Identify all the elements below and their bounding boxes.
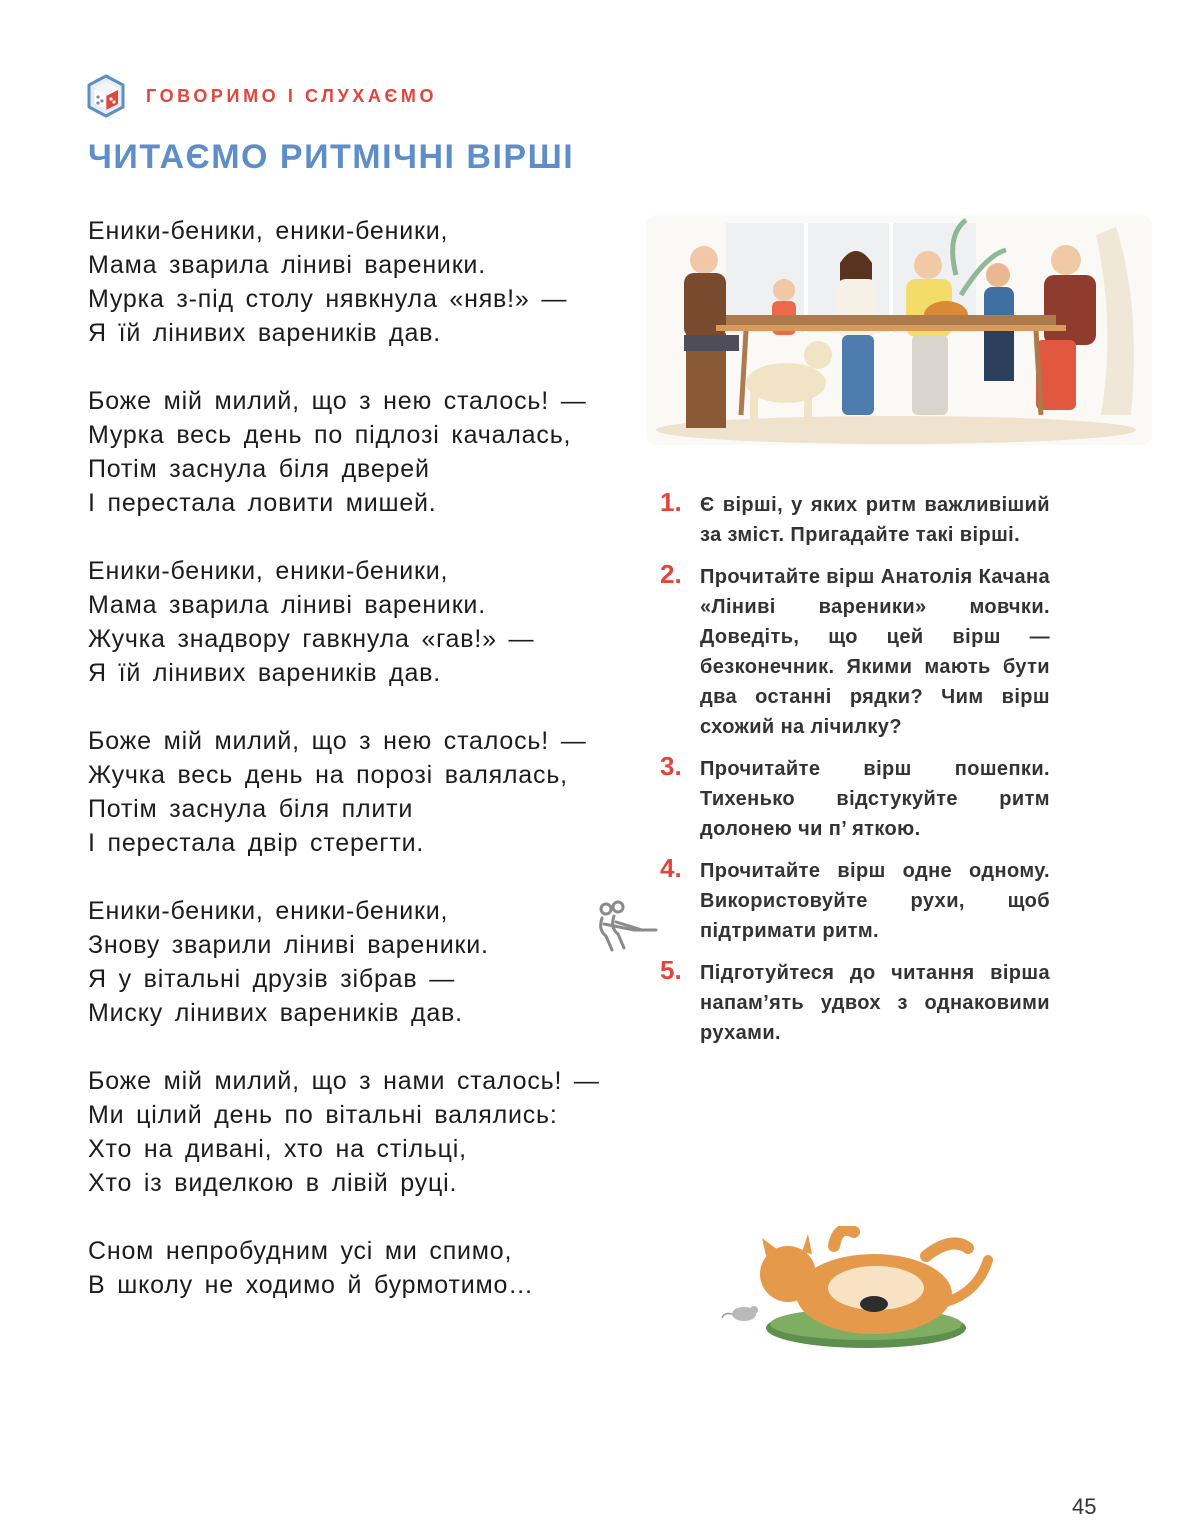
poem-line: Знову зварили ліниві вареники. xyxy=(88,931,489,959)
poem-line: Боже мій милий, що з нами сталось! — xyxy=(88,1067,600,1095)
task-number: 4. xyxy=(660,853,682,883)
poem-line: Мама зварила ліниві вареники. xyxy=(88,591,486,619)
poem-stanza xyxy=(88,1234,648,1302)
poem-line: Потім заснула біля плити xyxy=(88,795,414,823)
poem-line: Я їй лінивих вареників дав. xyxy=(88,659,441,687)
section-header xyxy=(86,74,437,118)
poem-line: Ми цілий день по вітальні валялись: xyxy=(88,1101,558,1129)
dice-icon xyxy=(86,74,126,118)
poem-line: І перестала ловити мишей. xyxy=(88,489,437,517)
poem-line: Я у вітальні друзів зібрав — xyxy=(88,965,455,993)
poem-line: Еники-беники, еники-беники, xyxy=(88,217,449,245)
poem-line: Еники-беники, еники-беники, xyxy=(88,557,449,585)
poem-line: Мама зварила ліниві вареники. xyxy=(88,251,486,279)
task-text: Підготуйтеся до читання вірша напам’ять удвох з однаковими рухами. xyxy=(700,962,1050,1044)
page-title: ЧИТАЄМО РИТМІЧНІ ВІРШІ xyxy=(88,138,575,176)
poem-line: Боже мій милий, що з нею сталось! — xyxy=(88,387,587,415)
task-number: 3. xyxy=(660,751,682,781)
poem-stanza xyxy=(88,1064,648,1200)
poem-line: Боже мій милий, що з нею сталось! — xyxy=(88,727,587,755)
section-label: ГОВОРИМО І СЛУХАЄМО xyxy=(146,85,438,106)
poem-line: І перестала двір стерегти. xyxy=(88,829,425,857)
poem-line: Потім заснула біля дверей xyxy=(88,455,430,483)
pair-work-icon xyxy=(594,900,658,956)
poem-line: Жучка весь день на порозі валялась, xyxy=(88,761,568,789)
poem-line: Я їй лінивих вареників дав. xyxy=(88,319,441,347)
poem-stanza xyxy=(88,724,648,860)
task-number: 1. xyxy=(660,487,682,517)
poem-line: Сном непробудним усі ми спимо, xyxy=(88,1237,513,1265)
poem-line: Еники-беники, еники-беники, xyxy=(88,897,449,925)
page-number: 45 xyxy=(1072,1494,1097,1519)
task-item xyxy=(660,955,1050,1048)
poem-line: В школу не ходимо й бурмотимо… xyxy=(88,1271,534,1299)
task-item xyxy=(660,487,1050,550)
poem-stanza xyxy=(88,554,648,690)
poem-line: Мурка весь день по підлозі качалась, xyxy=(88,421,572,449)
task-text: Прочитайте вірш пошепки. Тихенько відстукуйте ритм долонею чи п’ яткою. xyxy=(700,758,1050,840)
task-item xyxy=(660,559,1050,742)
poem-line: Мурка з-під столу нявкнула «няв!» — xyxy=(88,285,568,313)
task-list xyxy=(660,487,1050,1060)
task-number: 2. xyxy=(660,559,682,589)
task-item xyxy=(660,751,1050,844)
task-item xyxy=(660,853,1050,946)
family-dinner-illustration xyxy=(646,215,1152,445)
sleeping-cat-illustration xyxy=(716,1226,1006,1356)
task-text: Прочитайте вірш Анатолія Качана «Ліниві вареники» мовчки. Доведіть, що цей вірш — безконечник. Якими мають бути два останні рядки? Чим вірш схожий на лічилку? xyxy=(700,566,1050,738)
poem-line: Хто на дивані, хто на стільці, xyxy=(88,1135,467,1163)
poem-line: Жучка знадвору гавкнула «гав!» — xyxy=(88,625,535,653)
task-number: 5. xyxy=(660,955,682,985)
poem-stanza xyxy=(88,214,648,350)
poem-stanza xyxy=(88,384,648,520)
poem-line: Хто із виделкою в лівій руці. xyxy=(88,1169,458,1197)
task-text: Є вірші, у яких ритм важливіший за зміст. Пригадайте такі вірші. xyxy=(700,494,1050,546)
poem-line: Миску лінивих вареників дав. xyxy=(88,999,463,1027)
poem-stanza xyxy=(88,894,648,1030)
poem xyxy=(88,214,648,1336)
task-text: Прочитайте вірш одне одному. Використовуйте рухи, щоб підтримати ритм. xyxy=(700,860,1050,942)
